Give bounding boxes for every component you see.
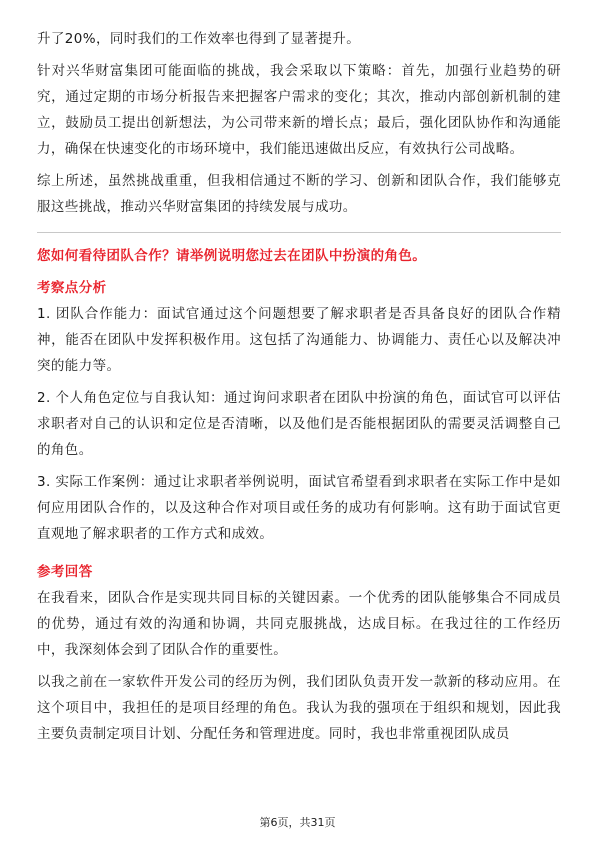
interview-question: 您如何看待团队合作？请举例说明您过去在团队中扮演的角色。	[37, 248, 427, 264]
section-divider	[37, 232, 561, 233]
answer-heading: 参考回答	[37, 564, 93, 580]
page-number: 第6页，共31页	[259, 816, 336, 829]
answer-paragraph: 以我之前在一家软件开发公司的经历为例，我们团队负责开发一款新的移动应用。在这个项目中，我担任的是项目经理的角色。我认为我的强项在于组织和规划，因此我主要负责制定项目计划、分配任务和管理进度。同时，我也非常重视团队成员	[37, 674, 561, 742]
paragraph: 升了20%，同时我们的工作效率也得到了显著提升。	[37, 31, 361, 47]
document-body	[37, 0, 561, 747]
analysis-item: 1. 团队合作能力：面试官通过这个问题想要了解求职者是否具备良好的团队合作精神，能否在团队中发挥积极作用。这包括了沟通能力、协调能力、责任心以及解决冲突的能力等。	[37, 306, 561, 374]
analysis-item: 2. 个人角色定位与自我认知：通过询问求职者在团队中扮演的角色，面试官可以评估求职者对自己的认识和定位是否清晰，以及他们是否能根据团队的需要灵活调整自己的角色。	[37, 390, 561, 458]
paragraph: 综上所述，虽然挑战重重，但我相信通过不断的学习、创新和团队合作，我们能够克服这些挑战，推动兴华财富集团的持续发展与成功。	[37, 173, 561, 215]
analysis-heading: 考察点分析	[37, 280, 107, 296]
answer-paragraph: 在我看来，团队合作是实现共同目标的关键因素。一个优秀的团队能够集合不同成员的优势，通过有效的沟通和协调，共同克服挑战，达成目标。在我过往的工作经历中，我深刻体会到了团队合作的重要性。	[37, 590, 561, 658]
paragraph: 针对兴华财富集团可能面临的挑战，我会采取以下策略：首先，加强行业趋势的研究，通过定期的市场分析报告来把握客户需求的变化；其次，推动内部创新机制的建立，鼓励员工提出创新想法，为公司带来新的增长点；最后，强化团队协作和沟通能力，确保在快速变化的市场环境中，我们能迅速做出反应，有效执行公司战略。	[37, 63, 561, 157]
analysis-item: 3. 实际工作案例：通过让求职者举例说明，面试官希望看到求职者在实际工作中是如何应用团队合作的，以及这种合作对项目或任务的成功有何影响。这有助于面试官更直观地了解求职者的工作方式和成效。	[37, 474, 561, 542]
